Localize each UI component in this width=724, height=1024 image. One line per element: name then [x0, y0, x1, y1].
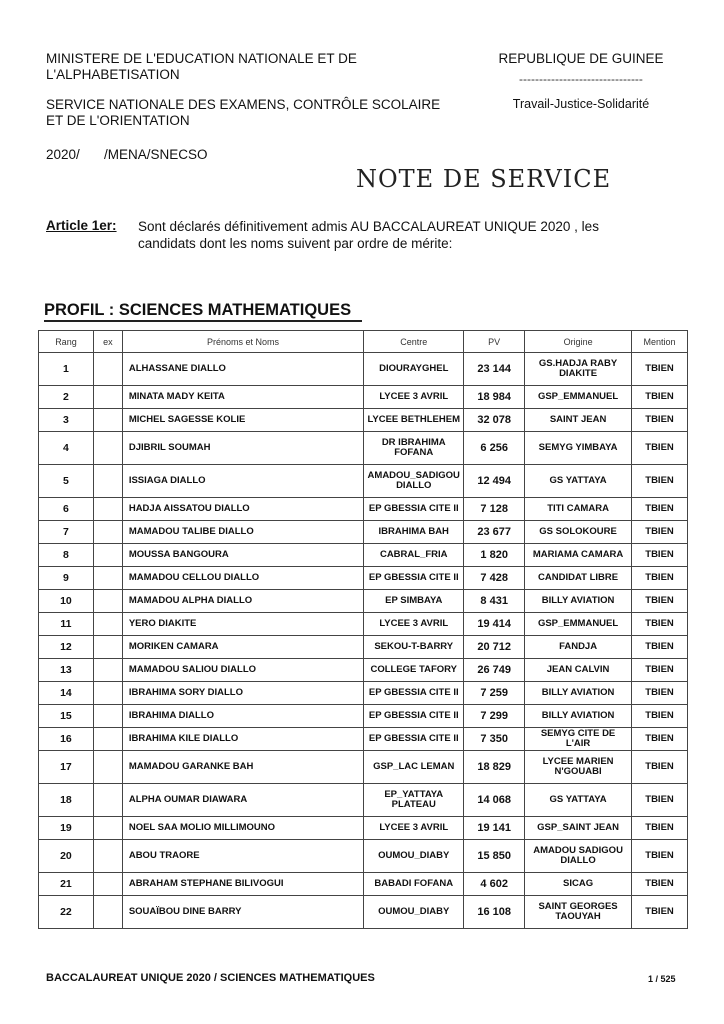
name-cell: MAMADOU GARANKE BAH — [122, 751, 363, 784]
name-cell: MINATA MADY KEITA — [122, 386, 363, 409]
pv-cell: 7 259 — [464, 682, 525, 705]
ex-cell — [93, 386, 122, 409]
centre-cell: DIOURAYGHEL — [364, 353, 464, 386]
origine-cell: SAINT GEORGES TAOUYAH — [525, 896, 632, 929]
ex-cell — [93, 465, 122, 498]
article-line-2: candidats dont les noms suivent par ordre de mérite: — [138, 236, 453, 251]
origine-cell: BILLY AVIATION — [525, 705, 632, 728]
name-cell: ALHASSANE DIALLO — [122, 353, 363, 386]
profil-heading: PROFIL : SCIENCES MATHEMATIQUES — [44, 301, 352, 319]
name-cell: HADJA AISSATOU DIALLO — [122, 498, 363, 521]
name-cell: IBRAHIMA SORY DIALLO — [122, 682, 363, 705]
rang-cell: 1 — [39, 353, 94, 386]
name-cell: DJIBRIL SOUMAH — [122, 432, 363, 465]
table-row — [39, 544, 688, 567]
mention-cell: TBIEN — [632, 873, 688, 896]
table-row — [39, 896, 688, 929]
origine-cell: SEMYG CITE DE L'AIR — [525, 728, 632, 751]
ex-cell — [93, 544, 122, 567]
pv-cell: 12 494 — [464, 465, 525, 498]
pv-cell: 1 820 — [464, 544, 525, 567]
origine-cell: SEMYG YIMBAYA — [525, 432, 632, 465]
pv-cell: 7 299 — [464, 705, 525, 728]
name-cell: MAMADOU SALIOU DIALLO — [122, 659, 363, 682]
ex-cell — [93, 682, 122, 705]
service-name — [46, 97, 440, 129]
header-separator: ------------------------------- — [519, 72, 643, 86]
centre-cell: OUMOU_DIABY — [364, 896, 464, 929]
mention-cell: TBIEN — [632, 636, 688, 659]
table-row — [39, 521, 688, 544]
name-cell: ALPHA OUMAR DIAWARA — [122, 784, 363, 817]
ex-cell — [93, 817, 122, 840]
centre-cell: EP_YATTAYA PLATEAU — [364, 784, 464, 817]
origine-cell: SICAG — [525, 873, 632, 896]
table-row — [39, 636, 688, 659]
mention-cell: TBIEN — [632, 613, 688, 636]
rang-cell: 12 — [39, 636, 94, 659]
pv-cell: 18 829 — [464, 751, 525, 784]
pv-cell: 16 108 — [464, 896, 525, 929]
mention-cell: TBIEN — [632, 544, 688, 567]
centre-cell: EP GBESSIA CITE II — [364, 682, 464, 705]
mention-cell: TBIEN — [632, 590, 688, 613]
rang-cell: 18 — [39, 784, 94, 817]
mention-cell: TBIEN — [632, 840, 688, 873]
mention-cell: TBIEN — [632, 659, 688, 682]
table-row — [39, 432, 688, 465]
table-row — [39, 590, 688, 613]
pv-cell: 19 414 — [464, 613, 525, 636]
table-row — [39, 353, 688, 386]
pv-cell: 4 602 — [464, 873, 525, 896]
rang-cell: 17 — [39, 751, 94, 784]
centre-cell: EP GBESSIA CITE II — [364, 728, 464, 751]
table-row — [39, 659, 688, 682]
centre-cell: IBRAHIMA BAH — [364, 521, 464, 544]
origine-cell: GS.HADJA RABY DIAKITE — [525, 353, 632, 386]
col-rang-header: Rang — [39, 331, 94, 353]
pv-cell: 20 712 — [464, 636, 525, 659]
pv-cell: 23 144 — [464, 353, 525, 386]
centre-cell: EP SIMBAYA — [364, 590, 464, 613]
article-label: Article 1er: — [46, 218, 117, 233]
pv-cell: 15 850 — [464, 840, 525, 873]
rang-cell: 4 — [39, 432, 94, 465]
rang-cell: 6 — [39, 498, 94, 521]
centre-cell: LYCEE 3 AVRIL — [364, 386, 464, 409]
name-cell: ABOU TRAORE — [122, 840, 363, 873]
ex-cell — [93, 613, 122, 636]
centre-cell: LYCEE BETHLEHEM — [364, 409, 464, 432]
ministry-line-2: L'ALPHABETISATION — [46, 67, 180, 82]
article-text — [138, 218, 698, 252]
ex-cell — [93, 636, 122, 659]
ministry-line-1: MINISTERE DE L'EDUCATION NATIONALE ET DE — [46, 51, 357, 66]
mention-cell: TBIEN — [632, 784, 688, 817]
mention-cell: TBIEN — [632, 728, 688, 751]
table-row — [39, 784, 688, 817]
mention-cell: TBIEN — [632, 521, 688, 544]
mention-cell: TBIEN — [632, 432, 688, 465]
name-cell: MAMADOU CELLOU DIALLO — [122, 567, 363, 590]
col-ex-header: ex — [93, 331, 122, 353]
national-motto: Travail-Justice-Solidarité — [512, 97, 650, 111]
table-row — [39, 705, 688, 728]
rang-cell: 13 — [39, 659, 94, 682]
document-title: NOTE DE SERVICE — [356, 165, 612, 193]
ex-cell — [93, 705, 122, 728]
centre-cell: SEKOU-T-BARRY — [364, 636, 464, 659]
table-row — [39, 498, 688, 521]
col-mention-header: Mention — [632, 331, 688, 353]
page-number: 1 / 525 — [648, 974, 676, 984]
rang-cell: 3 — [39, 409, 94, 432]
rang-cell: 15 — [39, 705, 94, 728]
mention-cell: TBIEN — [632, 498, 688, 521]
ex-cell — [93, 521, 122, 544]
pv-cell: 26 749 — [464, 659, 525, 682]
table-row — [39, 386, 688, 409]
republic-name: REPUBLIQUE DE GUINEE — [498, 51, 664, 66]
rang-cell: 19 — [39, 817, 94, 840]
name-cell: SOUAÏBOU DINE BARRY — [122, 896, 363, 929]
ex-cell — [93, 840, 122, 873]
profil-underline — [44, 320, 362, 322]
origine-cell: MARIAMA CAMARA — [525, 544, 632, 567]
rang-cell: 2 — [39, 386, 94, 409]
table-row — [39, 751, 688, 784]
rang-cell: 9 — [39, 567, 94, 590]
mention-cell: TBIEN — [632, 465, 688, 498]
name-cell: ABRAHAM STEPHANE BILIVOGUI — [122, 873, 363, 896]
mention-cell: TBIEN — [632, 409, 688, 432]
centre-cell: COLLEGE TAFORY — [364, 659, 464, 682]
name-cell: IBRAHIMA KILE DIALLO — [122, 728, 363, 751]
origine-cell: BILLY AVIATION — [525, 590, 632, 613]
origine-cell: JEAN CALVIN — [525, 659, 632, 682]
table-row — [39, 817, 688, 840]
rang-cell: 5 — [39, 465, 94, 498]
name-cell: MICHEL SAGESSE KOLIE — [122, 409, 363, 432]
ex-cell — [93, 590, 122, 613]
ex-cell — [93, 432, 122, 465]
mention-cell: TBIEN — [632, 705, 688, 728]
table-row — [39, 873, 688, 896]
rang-cell: 10 — [39, 590, 94, 613]
origine-cell: GS SOLOKOURE — [525, 521, 632, 544]
origine-cell: TITI CAMARA — [525, 498, 632, 521]
origine-cell: FANDJA — [525, 636, 632, 659]
ex-cell — [93, 784, 122, 817]
ex-cell — [93, 353, 122, 386]
origine-cell: LYCEE MARIEN N'GOUABI — [525, 751, 632, 784]
mention-cell: TBIEN — [632, 896, 688, 929]
article-line-1: Sont déclarés définitivement admis AU BACCALAUREAT UNIQUE 2020 , les — [138, 219, 599, 234]
pv-cell: 19 141 — [464, 817, 525, 840]
rang-cell: 14 — [39, 682, 94, 705]
centre-cell: BABADI FOFANA — [364, 873, 464, 896]
ex-cell — [93, 567, 122, 590]
table-row — [39, 613, 688, 636]
table-row — [39, 840, 688, 873]
table-row — [39, 728, 688, 751]
pv-cell: 18 984 — [464, 386, 525, 409]
centre-cell: CABRAL_FRIA — [364, 544, 464, 567]
mention-cell: TBIEN — [632, 817, 688, 840]
mention-cell: TBIEN — [632, 567, 688, 590]
pv-cell: 7 428 — [464, 567, 525, 590]
centre-cell: DR IBRAHIMA FOFANA — [364, 432, 464, 465]
rang-cell: 7 — [39, 521, 94, 544]
table-row — [39, 567, 688, 590]
origine-cell: GS YATTAYA — [525, 784, 632, 817]
name-cell: IBRAHIMA DIALLO — [122, 705, 363, 728]
pv-cell: 6 256 — [464, 432, 525, 465]
footer-text: BACCALAUREAT UNIQUE 2020 / SCIENCES MATHEMATIQUES — [46, 972, 375, 984]
table-header-row — [39, 331, 688, 353]
origine-cell: GSP_SAINT JEAN — [525, 817, 632, 840]
name-cell: MAMADOU ALPHA DIALLO — [122, 590, 363, 613]
ex-cell — [93, 751, 122, 784]
rang-cell: 16 — [39, 728, 94, 751]
col-pv-header: PV — [464, 331, 525, 353]
ex-cell — [93, 896, 122, 929]
service-line-2: ET DE L'ORIENTATION — [46, 113, 190, 128]
centre-cell: EP GBESSIA CITE II — [364, 705, 464, 728]
origine-cell: AMADOU SADIGOU DIALLO — [525, 840, 632, 873]
name-cell: YERO DIAKITE — [122, 613, 363, 636]
mention-cell: TBIEN — [632, 682, 688, 705]
centre-cell: EP GBESSIA CITE II — [364, 498, 464, 521]
rang-cell: 8 — [39, 544, 94, 567]
rang-cell: 21 — [39, 873, 94, 896]
reference-year: 2020/ — [46, 147, 80, 162]
ex-cell — [93, 873, 122, 896]
results-table — [38, 330, 688, 929]
pv-cell: 14 068 — [464, 784, 525, 817]
centre-cell: LYCEE 3 AVRIL — [364, 817, 464, 840]
name-cell: MAMADOU TALIBE DIALLO — [122, 521, 363, 544]
rang-cell: 22 — [39, 896, 94, 929]
ministry-name — [46, 51, 357, 83]
col-nom-header: Prénoms et Noms — [122, 331, 363, 353]
service-line-1: SERVICE NATIONALE DES EXAMENS, CONTRÔLE SCOLAIRE — [46, 97, 441, 112]
centre-cell: LYCEE 3 AVRIL — [364, 613, 464, 636]
origine-cell: GS YATTAYA — [525, 465, 632, 498]
rang-cell: 11 — [39, 613, 94, 636]
ex-cell — [93, 409, 122, 432]
reference-code: /MENA/SNECSO — [104, 147, 208, 162]
centre-cell: GSP_LAC LEMAN — [364, 751, 464, 784]
origine-cell: BILLY AVIATION — [525, 682, 632, 705]
centre-cell: AMADOU_SADIGOU DIALLO — [364, 465, 464, 498]
origine-cell: SAINT JEAN — [525, 409, 632, 432]
pv-cell: 7 350 — [464, 728, 525, 751]
col-centre-header: Centre — [364, 331, 464, 353]
mention-cell: TBIEN — [632, 353, 688, 386]
origine-cell: CANDIDAT LIBRE — [525, 567, 632, 590]
pv-cell: 8 431 — [464, 590, 525, 613]
centre-cell: OUMOU_DIABY — [364, 840, 464, 873]
ex-cell — [93, 498, 122, 521]
pv-cell: 32 078 — [464, 409, 525, 432]
name-cell: MOUSSA BANGOURA — [122, 544, 363, 567]
name-cell: NOEL SAA MOLIO MILLIMOUNO — [122, 817, 363, 840]
ex-cell — [93, 659, 122, 682]
rang-cell: 20 — [39, 840, 94, 873]
table-row — [39, 409, 688, 432]
ex-cell — [93, 728, 122, 751]
centre-cell: EP GBESSIA CITE II — [364, 567, 464, 590]
origine-cell: GSP_EMMANUEL — [525, 386, 632, 409]
pv-cell: 7 128 — [464, 498, 525, 521]
mention-cell: TBIEN — [632, 751, 688, 784]
col-origine-header: Origine — [525, 331, 632, 353]
table-row — [39, 465, 688, 498]
name-cell: MORIKEN CAMARA — [122, 636, 363, 659]
origine-cell: GSP_EMMANUEL — [525, 613, 632, 636]
table-row — [39, 682, 688, 705]
name-cell: ISSIAGA DIALLO — [122, 465, 363, 498]
mention-cell: TBIEN — [632, 386, 688, 409]
pv-cell: 23 677 — [464, 521, 525, 544]
